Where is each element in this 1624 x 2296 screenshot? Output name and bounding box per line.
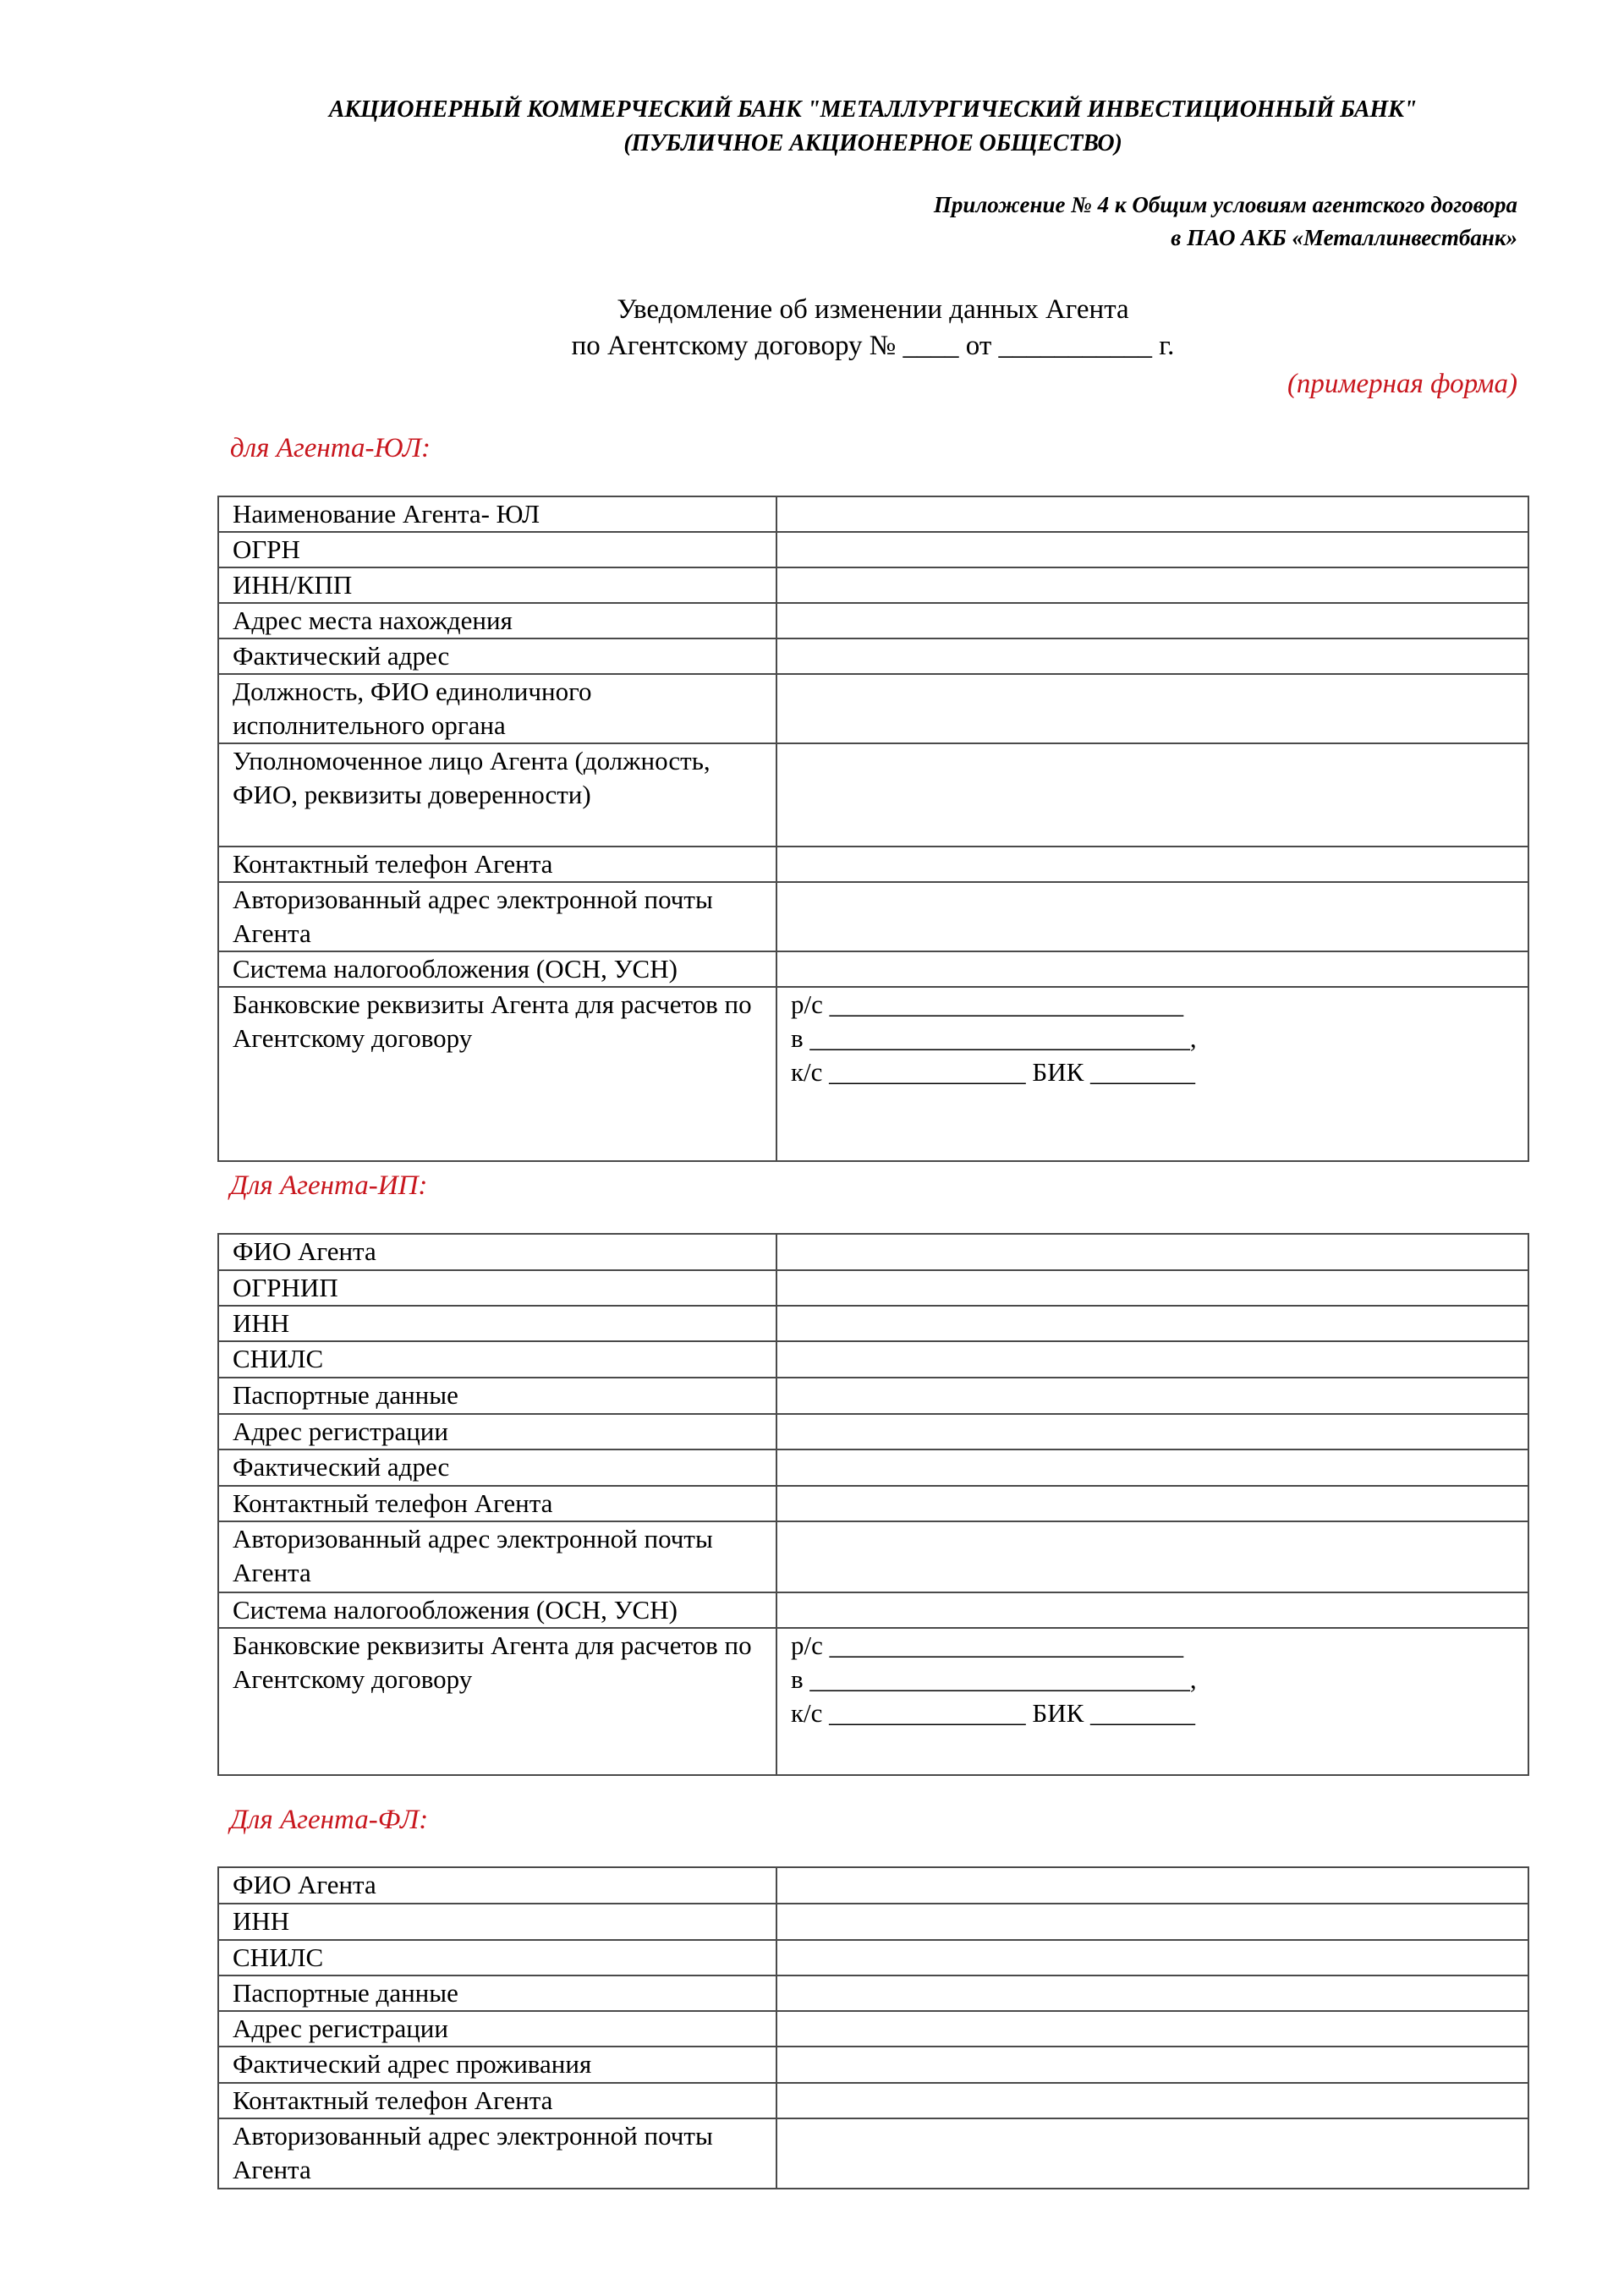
bank-name-line1: АКЦИОНЕРНЫЙ КОММЕРЧЕСКИЙ БАНК "МЕТАЛЛУРГИЧЕСКИЙ ИНВЕСТИЦИОННЫЙ БАНК" (328, 96, 1418, 123)
bank-details-field[interactable] (776, 987, 1528, 1161)
row-label: Банковские реквизиты Агента для расчетов по Агентскому договору (218, 987, 776, 1161)
row-label: Контактный телефон Агента (218, 847, 776, 882)
row-label: СНИЛС (218, 1940, 776, 1975)
row-value-field[interactable] (776, 951, 1528, 987)
row-label: Фактический адрес (218, 638, 776, 674)
row-label: Паспортные данные (218, 1975, 776, 2011)
row-label: ИНН (218, 1904, 776, 1940)
table-row (218, 1975, 1528, 2011)
row-label: Должность, ФИО единоличного исполнительного органа (218, 674, 776, 743)
row-value-field[interactable] (776, 567, 1528, 603)
bank-name-line2: (ПУБЛИЧНОЕ АКЦИОНЕРНОЕ ОБЩЕСТВО) (623, 130, 1122, 156)
table-row (218, 1270, 1528, 1306)
row-label: СНИЛС (218, 1341, 776, 1378)
row-label: Авторизованный адрес электронной почты Агента (218, 1521, 776, 1592)
table-row (218, 1867, 1528, 1904)
row-value-field[interactable] (776, 1592, 1528, 1628)
table-row (218, 1341, 1528, 1378)
table-row (218, 743, 1528, 847)
table-row (218, 674, 1528, 743)
row-value-field[interactable] (776, 743, 1528, 847)
table-row (218, 1378, 1528, 1414)
row-value-field[interactable] (776, 1270, 1528, 1306)
table-row (218, 847, 1528, 882)
title-line1: Уведомление об изменении данных Агента (617, 294, 1129, 325)
table-row (218, 2047, 1528, 2083)
row-label: Контактный телефон Агента (218, 2083, 776, 2118)
row-label: Наименование Агента- ЮЛ (218, 496, 776, 532)
table-row (218, 882, 1528, 951)
row-label: ИНН (218, 1306, 776, 1341)
table-row (218, 1521, 1528, 1592)
row-label: ФИО Агента (218, 1867, 776, 1904)
row-value-field[interactable] (776, 674, 1528, 743)
appendix-line2: в ПАО АКБ «Металлинвестбанк» (1171, 225, 1517, 250)
row-value-field[interactable] (776, 847, 1528, 882)
row-value-field[interactable] (776, 2011, 1528, 2047)
row-label: Система налогообложения (ОСН, УСН) (218, 1592, 776, 1628)
row-label: Адрес регистрации (218, 1414, 776, 1449)
table-row (218, 603, 1528, 638)
table-row (218, 638, 1528, 674)
row-value-field[interactable] (776, 1867, 1528, 1904)
document-title (217, 292, 1528, 364)
row-label: Авторизованный адрес электронной почты Агента (218, 2118, 776, 2189)
section-label-individual: Для Агента-ФЛ: (230, 1805, 429, 1835)
row-value-field[interactable] (776, 1306, 1528, 1341)
row-value-field[interactable] (776, 1234, 1528, 1270)
row-label: Контактный телефон Агента (218, 1486, 776, 1521)
table-row (218, 1449, 1528, 1486)
table-row (218, 987, 1528, 1161)
row-label: ОГРН (218, 532, 776, 567)
row-label: Фактический адрес (218, 1449, 776, 1486)
table-row (218, 1414, 1528, 1449)
row-value-field[interactable] (776, 638, 1528, 674)
row-label: Авторизованный адрес электронной почты Агента (218, 882, 776, 951)
corr-account-bik-line: к/с _______________ БИК ________ (791, 1057, 1196, 1087)
table-row (218, 1628, 1528, 1775)
row-value-field[interactable] (776, 532, 1528, 567)
row-value-field[interactable] (776, 1975, 1528, 2011)
row-value-field[interactable] (776, 1378, 1528, 1414)
corr-account-bik-line: к/с _______________ БИК ________ (791, 1698, 1196, 1728)
row-label: ИНН/КПП (218, 567, 776, 603)
bank-line: в _____________________________, (791, 1023, 1197, 1053)
bank-line: в _____________________________, (791, 1664, 1197, 1694)
table-row (218, 2083, 1528, 2118)
row-value-field[interactable] (776, 2047, 1528, 2083)
row-value-field[interactable] (776, 1341, 1528, 1378)
table-row (218, 2011, 1528, 2047)
row-value-field[interactable] (776, 1521, 1528, 1592)
row-value-field[interactable] (776, 496, 1528, 532)
title-line2: по Агентскому договору № ____ от ___________ г. (571, 331, 1175, 361)
row-label: Система налогообложения (ОСН, УСН) (218, 951, 776, 987)
table-row (218, 496, 1528, 532)
row-value-field[interactable] (776, 2118, 1528, 2189)
table-row (218, 1486, 1528, 1521)
appendix-line1: Приложение № 4 к Общим условиям агентского договора (933, 192, 1517, 217)
row-value-field[interactable] (776, 603, 1528, 638)
row-label: Уполномоченное лицо Агента (должность, ФИО, реквизиты доверенности) (218, 743, 776, 847)
table-row (218, 1904, 1528, 1940)
account-line: р/с ___________________________ (791, 1630, 1184, 1660)
row-value-field[interactable] (776, 1904, 1528, 1940)
row-value-field[interactable] (776, 1414, 1528, 1449)
form-note: (примерная форма) (1287, 369, 1517, 399)
row-label: Фактический адрес проживания (218, 2047, 776, 2083)
legal-entity-table (217, 496, 1529, 1162)
table-row (218, 1592, 1528, 1628)
table-row (218, 2118, 1528, 2189)
table-row (218, 1306, 1528, 1341)
sole-proprietor-table (217, 1233, 1529, 1776)
row-label: Банковские реквизиты Агента для расчетов по Агентскому договору (218, 1628, 776, 1775)
row-value-field[interactable] (776, 1940, 1528, 1975)
row-value-field[interactable] (776, 882, 1528, 951)
section-label-legal-entity: для Агента-ЮЛ: (230, 433, 431, 463)
account-line: р/с ___________________________ (791, 989, 1184, 1019)
row-label: ОГРНИП (218, 1270, 776, 1306)
table-row (218, 532, 1528, 567)
row-label: Адрес места нахождения (218, 603, 776, 638)
section-label-sole-proprietor: Для Агента-ИП: (230, 1170, 428, 1201)
bank-header (217, 93, 1528, 161)
table-row (218, 1234, 1528, 1270)
individual-table (217, 1866, 1529, 2189)
row-label: ФИО Агента (218, 1234, 776, 1270)
bank-details-field[interactable] (776, 1628, 1528, 1775)
table-row (218, 567, 1528, 603)
appendix-reference (761, 189, 1517, 255)
table-row (218, 951, 1528, 987)
row-label: Адрес регистрации (218, 2011, 776, 2047)
row-value-field[interactable] (776, 1449, 1528, 1486)
table-row (218, 1940, 1528, 1975)
row-value-field[interactable] (776, 2083, 1528, 2118)
row-value-field[interactable] (776, 1486, 1528, 1521)
row-label: Паспортные данные (218, 1378, 776, 1414)
